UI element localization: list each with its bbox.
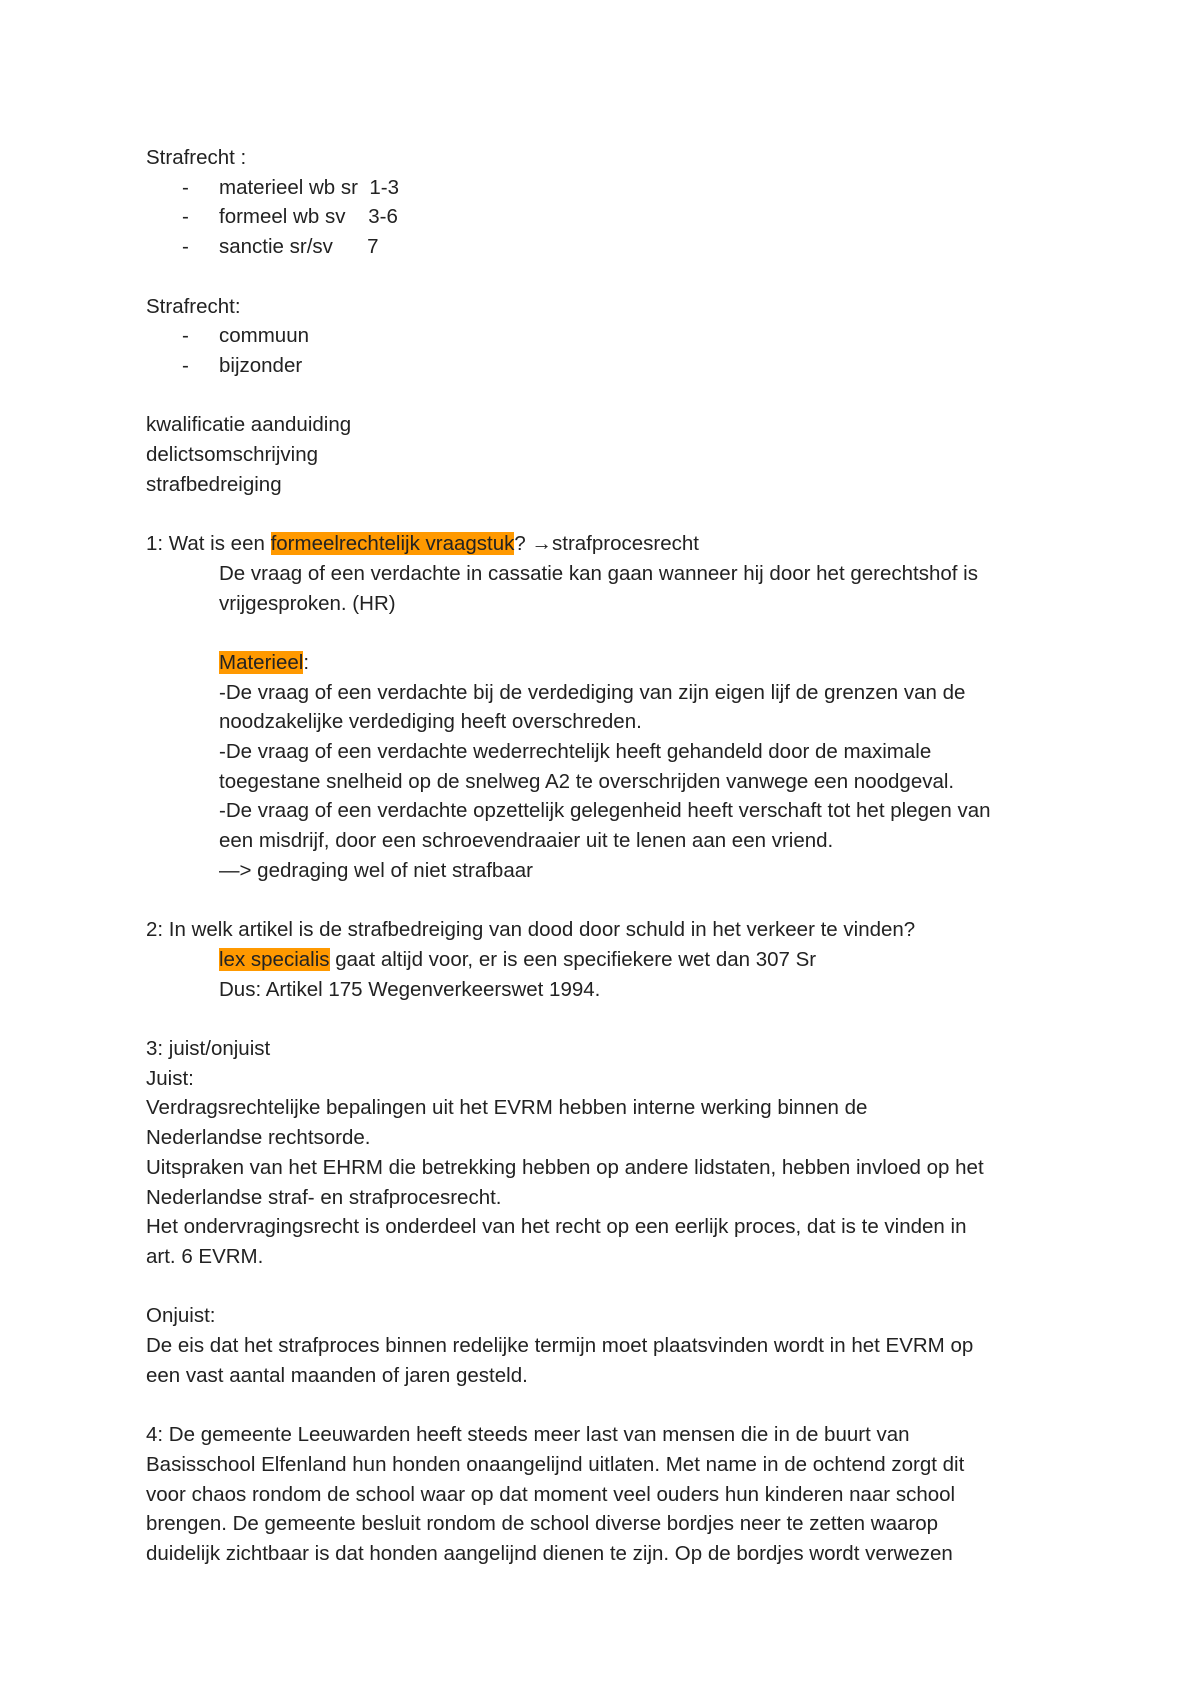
answer-line: een vast aantal maanden of jaren gesteld. [146, 1363, 528, 1387]
juist-label: Juist: [146, 1066, 194, 1090]
question-4-line: Basisschool Elfenland hun honden onaangelijnd uitlaten. Met name in de ochtend zorgt dit [146, 1452, 965, 1476]
answer-line: noodzakelijke verdediging heeft overschreden. [219, 710, 642, 734]
answer-line: Nederlandse rechtsorde. [146, 1126, 371, 1150]
answer-line: art. 6 EVRM. [146, 1244, 264, 1268]
answer-line: Nederlandse straf- en strafprocesrecht. [146, 1185, 502, 1209]
question-4-line: brengen. De gemeente besluit rondom de school diverse bordjes neer te zetten waarop [146, 1512, 939, 1536]
answer-line: De vraag of een verdachte in cassatie kan gaan wanneer hij door het gerechtshof is [219, 561, 978, 585]
list-item: - commuun [182, 324, 310, 348]
answer-line: -De vraag of een verdachte opzettelijk gelegenheid heeft verschaft tot het plegen van [219, 799, 991, 823]
answer-line: Uitspraken van het EHRM die betrekking hebben op andere lidstaten, hebben invloed op het [146, 1155, 984, 1179]
term-line: strafbedreiging [146, 472, 282, 496]
term-line: kwalificatie aanduiding [146, 413, 352, 437]
question-3: 3: juist/onjuist [146, 1037, 271, 1060]
section-heading-strafrecht-2: Strafrecht: [146, 294, 241, 318]
answer-line: een misdrijf, door een schroevendraaier uit te lenen aan een vriend. [219, 829, 834, 853]
question-4: 4: De gemeente Leeuwarden heeft steeds meer last van mensen die in de buurt van [146, 1423, 910, 1447]
answer-line: Dus: Artikel 175 Wegenverkeerswet 1994. [219, 977, 601, 1001]
document-body [146, 143, 1086, 1569]
answer-line: De eis dat het strafproces binnen redelijke termijn moet plaatsvinden wordt in het EVRM op [146, 1334, 974, 1358]
list-item: - sanctie sr/sv 7 [182, 235, 379, 259]
answer-line: Het ondervragingsrecht is onderdeel van het recht op een eerlijk proces, dat is te vinden in [146, 1215, 967, 1239]
answer-line: lex specialis gaat altijd voor, er is een specifiekere wet dan 307 Sr [219, 947, 817, 971]
section-heading-strafrecht: Strafrecht : [146, 146, 247, 169]
question-1: 1: Wat is een formeelrechtelijk vraagstuk? →strafprocesrecht [146, 532, 699, 556]
answer-line: Verdragsrechtelijke bepalingen uit het EVRM hebben interne werking binnen de [146, 1096, 868, 1120]
onjuist-label: Onjuist: [146, 1304, 216, 1328]
list-item: - bijzonder [182, 353, 303, 377]
question-4-line: duidelijk zichtbaar is dat honden aangelijnd dienen te zijn. Op de bordjes wordt verwezen [146, 1541, 953, 1565]
question-2: 2: In welk artikel is de strafbedreiging van dood door schuld in het verkeer te vinden? [146, 918, 916, 942]
question-4-line: voor chaos rondom de school waar op dat moment veel ouders hun kinderen naar school [146, 1482, 956, 1506]
term-line: delictsomschrijving [146, 443, 319, 466]
highlight-lex-specialis: lex specialis [219, 947, 330, 971]
answer-line: —> gedraging wel of niet strafbaar [219, 858, 533, 882]
highlight-materieel: Materieel [219, 650, 304, 674]
answer-line: -De vraag of een verdachte wederrechtelijk heeft gehandeld door de maximale [219, 740, 932, 763]
list-item: - materieel wb sr 1-3 [182, 175, 400, 199]
answer-line: toegestane snelheid op de snelweg A2 te overschrijden vanwege een noodgeval. [219, 769, 955, 793]
answer-line: -De vraag of een verdachte bij de verdediging van zijn eigen lijf de grenzen van de [219, 680, 966, 704]
materieel-heading: Materieel: [219, 650, 310, 674]
list-item: - formeel wb sv 3-6 [182, 205, 398, 229]
answer-line: vrijgesproken. (HR) [219, 591, 396, 615]
highlight-formeelrechtelijk: formeelrechtelijk vraagstuk [270, 532, 515, 556]
